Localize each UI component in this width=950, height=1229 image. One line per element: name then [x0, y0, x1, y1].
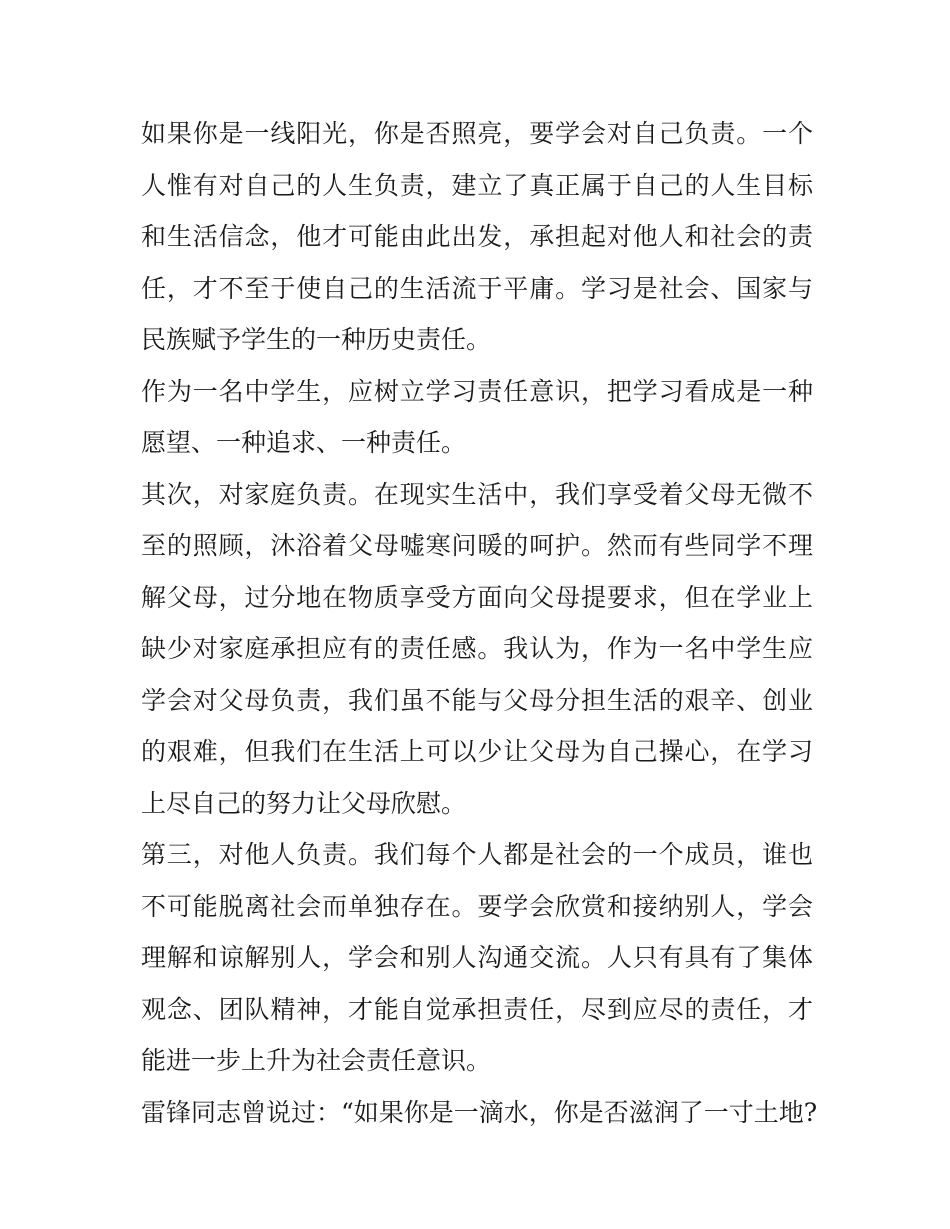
paragraph-4: 第三，对他人负责。我们每个人都是社会的一个成员，谁也不可能脱离社会而单独存在。要学会欣赏和接纳别人，学会理解和谅解别人，学会和别人沟通交流。人只有具有了集体观念、团队精神，才能自觉承担责任，尽到应尽的责任，才能进一步上升为社会责任意识。 — [141, 840, 813, 1075]
paragraph-3: 其次，对家庭负责。在现实生活中，我们享受着父母无微不至的照顾，沐浴着父母嘘寒问暖的呵护。然而有些同学不理解父母，过分地在物质享受方面向父母提要求，但在学业上缺少对家庭承担应有的责任感。我认为，作为一名中学生应学会对父母负责，我们虽不能与父母分担生活的艰辛、创业的艰难，但我们在生活上可以少让父母为自己操心，在学习上尽自己的努力让父母欣慰。 — [141, 479, 813, 818]
paragraph-1: 如果你是一线阳光，你是否照亮，要学会对自己负责。一个人惟有对自己的人生负责，建立了真正属于自己的人生目标和生活信念，他才可能由此出发，承担起对他人和社会的责任，才不至于使自己的生活流于平庸。学习是社会、国家与民族赋予学生的一种历史责任。 — [141, 119, 813, 354]
paragraph-2: 作为一名中学生，应树立学习责任意识，把学习看成是一种愿望、一种追求、一种责任。 — [141, 376, 813, 457]
paragraph-5: 雷锋同志曾说过：“如果你是一滴水，你是否滋润了一寸土地? — [141, 1097, 818, 1127]
document-body — [141, 108, 818, 1138]
